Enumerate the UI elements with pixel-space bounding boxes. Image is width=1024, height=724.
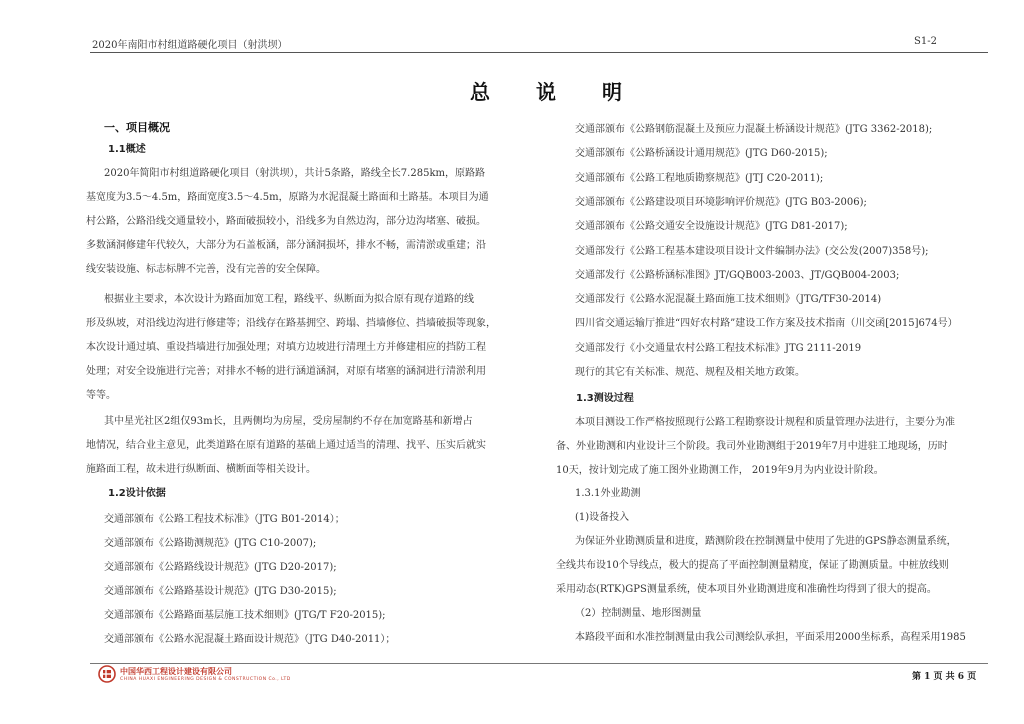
paragraph-line: 2020年简阳市村组道路硬化项目（射洪坝），共计5条路，路线全长7.285km，原路路 <box>104 168 485 179</box>
reference-item: 交通部发行《公路工程基本建设项目设计文件编制办法》(交公发(2007)358号); <box>575 245 929 257</box>
subsection-heading: 1.1概述 <box>108 144 146 155</box>
subsection-heading: 1.3测设过程 <box>576 393 634 404</box>
paragraph-line: 等等。 <box>86 390 116 401</box>
footer-company-name-en: CHINA HUAXI ENGINEERING DESIGN & CONSTRUCTION Co., LTD <box>120 677 291 682</box>
document-title: 总说明 <box>470 80 668 104</box>
company-logo-icon <box>98 665 116 683</box>
paragraph-line: 本次设计通过填、重设挡墙进行加强处理；对填方边坡进行清理土方并修建相应的挡防工程 <box>86 342 486 353</box>
item-heading: (1)设备投入 <box>575 512 630 523</box>
reference-item: 交通部颁布《公路路面基层施工技术细则》(JTG/T F20-2015); <box>104 610 386 621</box>
paragraph-line: 全线共布设10个导线点，极大的提高了平面控制测量精度，保证了勘测质量。中桩放线则 <box>556 560 949 571</box>
paragraph-line: 采用动态(RTK)GPS测量系统，使本项目外业勘测进度和准确性均得到了很大的提高。 <box>556 584 937 595</box>
reference-item: 交通部颁布《公路工程技术标准》（JTG B01-2014）； <box>104 514 345 525</box>
paragraph-line: 线安装设施、标志标牌不完善，没有完善的安全保障。 <box>86 264 326 275</box>
header-divider <box>90 52 988 53</box>
paragraph-line: 多数涵洞修建年代较久，大部分为石盖板涵，部分涵洞损坏，排水不畅，需清淤或重建；沿 <box>86 240 486 251</box>
reference-item: 四川省交通运输厅推进“四好农村路”建设工作方案及技术指南（川交函[2015]674号） <box>575 318 958 330</box>
reference-item: 交通部颁布《公路建设项目环境影响评价规范》(JTG B03-2006); <box>575 196 867 208</box>
reference-item: 交通部发行《小交通量农村公路工程技术标准》JTG 2111-2019 <box>575 342 862 354</box>
paragraph-line: 备、外业勘测和内业设计三个阶段。我司外业勘测组于2019年7月中进驻工地现场，历时 <box>556 441 948 452</box>
reference-item: 现行的其它有关标准、规范、规程及相关地方政策。 <box>575 367 805 378</box>
reference-item: 交通部颁布《公路水泥混凝土路面设计规范》（JTG D40-2011）； <box>104 634 396 645</box>
page-header-right: S1-2 <box>914 36 937 47</box>
paragraph-line: 地情况，结合业主意见，此类道路在原有道路的基础上通过适当的清理、找平、压实后就实 <box>86 440 486 451</box>
section-heading: 一、项目概况 <box>104 121 170 134</box>
footer-divider <box>90 663 988 664</box>
paragraph-line: 根据业主要求，本次设计为路面加宽工程，路线平、纵断面为拟合原有现存道路的线 <box>104 294 474 305</box>
reference-item: 交通部发行《公路桥涵标准图》JT/GQB003-2003、JT/GQB004-2003; <box>575 269 900 281</box>
paragraph-line: 10天，按计划完成了施工图外业勘测工作， 2019年9月为内业设计阶段。 <box>556 465 884 476</box>
reference-item: 交通部发行《公路水泥混凝土路面施工技术细则》（JTG/TF30-2014) <box>575 294 882 306</box>
paragraph-line: 本路段平面和水准控制测量由我公司测绘队承担，平面采用2000坐标系，高程采用1985 <box>575 632 966 643</box>
reference-item: 交通部颁布《公路勘测规范》(JTG C10-2007); <box>104 538 317 549</box>
paragraph-line: 为保证外业勘测质量和进度，踏测阶段在控制测量中使用了先进的GPS静态测量系统， <box>575 536 957 547</box>
reference-item: 交通部颁布《公路钢筋混凝土及预应力混凝土桥涵设计规范》(JTG 3362-2018); <box>575 124 933 135</box>
reference-item: 交通部颁布《公路路基设计规范》(JTG D30-2015); <box>104 586 337 597</box>
reference-item: 交通部颁布《公路交通安全设施设计规范》(JTG D81-2017); <box>575 221 848 233</box>
paragraph-line: 其中星光社区2组仅93m长，且两侧均为房屋，受房屋制约不存在加宽路基和新增占 <box>104 416 473 427</box>
reference-item: 交通部颁布《公路桥涵设计通用规范》(JTG D60-2015); <box>575 148 828 160</box>
subsection-heading: 1.2设计依据 <box>108 488 166 499</box>
page-number: 第 1 页 共 6 页 <box>912 672 977 682</box>
item-heading: （2）控制测量、地形图测量 <box>575 608 702 619</box>
subsubsection-heading: 1.3.1外业勘测 <box>575 488 641 499</box>
paragraph-line: 施路面工程，故未进行纵断面、横断面等相关设计。 <box>86 464 316 475</box>
page-header-left: 2020年南阳市村组道路硬化项目（射洪坝） <box>92 40 288 51</box>
reference-item: 交通部颁布《公路路线设计规范》(JTG D20-2017); <box>104 562 337 573</box>
paragraph-line: 村公路，公路沿线交通量较小，路面破损较小，沿线多为自然边沟，部分边沟堵塞、破损。 <box>86 216 486 227</box>
paragraph-line: 本项目测设工作严格按照现行公路工程勘察设计规程和质量管理办法进行，主要分为准 <box>575 417 955 428</box>
footer-company-name: 中国华西工程设计建设有限公司 <box>120 667 232 676</box>
paragraph-line: 处理；对安全设施进行完善；对排水不畅的进行涵道涵洞，对原有堵塞的涵洞进行清淤利用 <box>86 366 486 377</box>
paragraph-line: 基宽度为3.5～4.5m，路面宽度3.5～4.5m，原路为水泥混凝土路面和土路基。本项目为通 <box>86 192 489 203</box>
paragraph-line: 形及纵坡，对沿线边沟进行修建等；沿线存在路基拥空、跨塌、挡墙修位、挡墙破损等现象， <box>86 318 496 329</box>
reference-item: 交通部颁布《公路工程地质勘察规范》(JTJ C20-2011); <box>575 172 824 184</box>
